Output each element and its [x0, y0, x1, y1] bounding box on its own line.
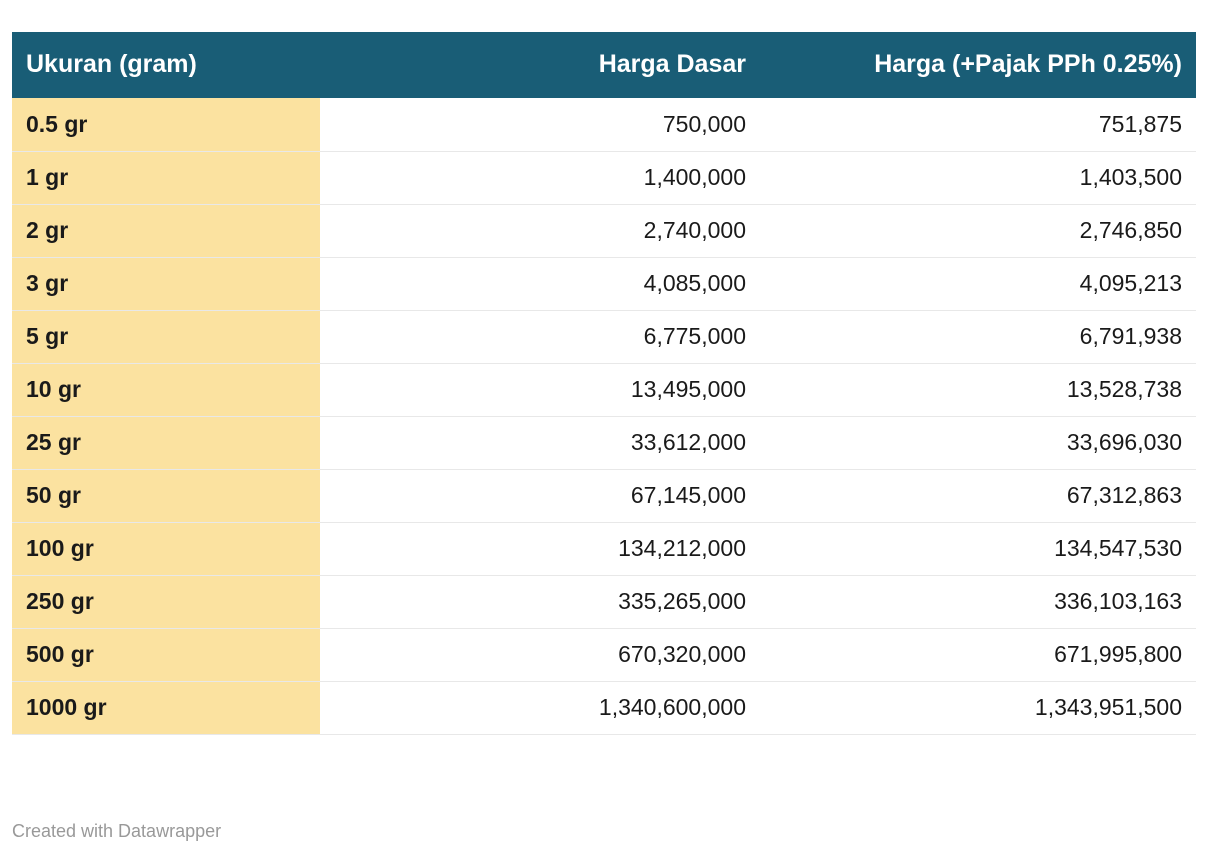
cell-taxed-price: 13,528,738 [1066, 376, 1182, 402]
cell-base-price: 750,000 [662, 110, 746, 137]
cell-base-price: 6,775,000 [643, 323, 746, 349]
cell-taxed-price: 751,875 [1098, 110, 1182, 137]
cell-base-price: 2,740,000 [643, 217, 746, 243]
cell-base-price: 335,265,000 [618, 588, 746, 614]
table-row [12, 416, 1196, 469]
cell-size: 500 gr [12, 628, 320, 681]
table-row [12, 98, 1196, 151]
cell-size: 250 gr [12, 575, 320, 628]
cell-taxed-price: 671,995,800 [1054, 641, 1182, 667]
cell-taxed-price: 4,095,213 [1079, 270, 1182, 296]
cell-taxed-price: 134,547,530 [1054, 535, 1182, 561]
table-row [12, 522, 1196, 575]
cell-size: 50 gr [12, 469, 320, 522]
table-row [12, 310, 1196, 363]
table-row [12, 257, 1196, 310]
cell-taxed-price: 1,343,951,500 [1034, 694, 1182, 720]
cell-taxed-price: 6,791,938 [1079, 323, 1182, 349]
cell-base-price: 33,612,000 [630, 429, 746, 455]
cell-taxed-price: 1,403,500 [1079, 164, 1182, 190]
cell-size: 1000 gr [12, 681, 320, 734]
datawrapper-credit[interactable]: Created with Datawrapper [12, 821, 222, 841]
cell-base-price: 67,145,000 [630, 482, 746, 508]
table-row [12, 363, 1196, 416]
table-row [12, 681, 1196, 734]
price-table [12, 32, 1196, 735]
cell-size: 5 gr [12, 310, 320, 363]
cell-size: 3 gr [12, 257, 320, 310]
cell-taxed-price: 2,746,850 [1079, 217, 1182, 243]
column-header-taxed-price[interactable]: Harga (+Pajak PPh 0.25%) [874, 49, 1182, 78]
column-header-size[interactable]: Ukuran (gram) [26, 49, 197, 78]
cell-base-price: 13,495,000 [630, 376, 746, 402]
cell-size: 1 gr [12, 151, 320, 204]
table-row [12, 575, 1196, 628]
cell-size: 10 gr [12, 363, 320, 416]
cell-base-price: 4,085,000 [643, 270, 746, 296]
cell-size: 0.5 gr [12, 98, 320, 151]
cell-size: 25 gr [12, 416, 320, 469]
cell-taxed-price: 336,103,163 [1054, 588, 1182, 614]
table-body [12, 98, 1196, 734]
cell-base-price: 134,212,000 [618, 535, 746, 561]
cell-taxed-price: 67,312,863 [1066, 482, 1182, 508]
cell-base-price: 670,320,000 [618, 641, 746, 667]
table-row [12, 204, 1196, 257]
table-header [12, 32, 1196, 98]
column-header-base-price[interactable]: Harga Dasar [598, 49, 746, 78]
table-row [12, 628, 1196, 681]
table-row [12, 151, 1196, 204]
table-chart-container [0, 32, 1220, 856]
cell-size: 2 gr [12, 204, 320, 257]
cell-base-price: 1,400,000 [643, 164, 746, 190]
cell-size: 100 gr [12, 522, 320, 575]
table-header-row [12, 32, 1196, 98]
table-row [12, 469, 1196, 522]
cell-taxed-price: 33,696,030 [1066, 429, 1182, 455]
cell-base-price: 1,340,600,000 [598, 694, 746, 720]
